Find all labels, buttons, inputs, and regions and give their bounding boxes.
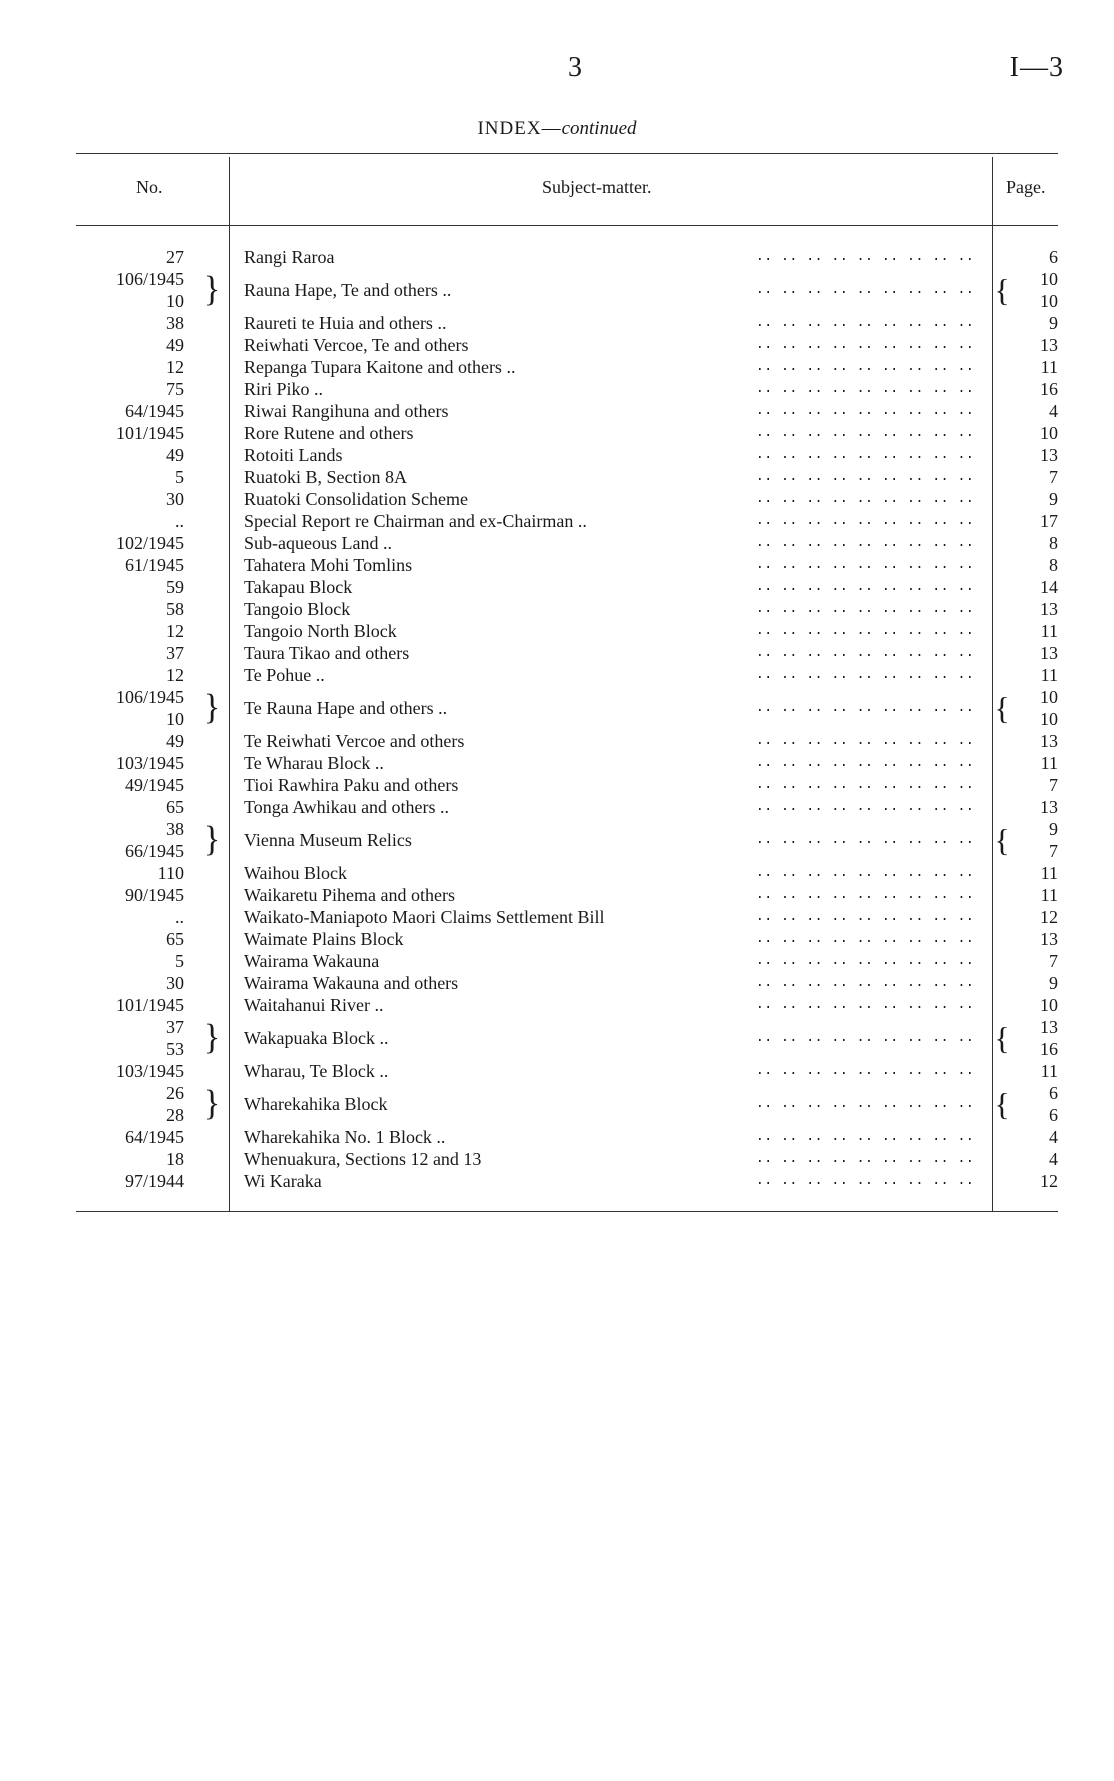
page-number-value: 13 — [1040, 335, 1058, 355]
page-number-value: 7 — [1049, 467, 1058, 487]
row-number: 38 — [166, 819, 184, 839]
dot-leader: .. .. .. .. .. .. .. .. .. — [755, 249, 974, 265]
column-header-no: No. — [136, 177, 163, 197]
row-number-cell — [76, 620, 184, 642]
page-cell — [1008, 664, 1058, 686]
page-number-value: 11 — [1040, 357, 1058, 377]
row-number: 28 — [166, 1105, 184, 1125]
dot-leader: .. .. .. .. .. .. .. .. .. — [755, 557, 974, 573]
index-table — [76, 153, 1058, 1212]
page-number-value: 8 — [1049, 533, 1058, 553]
page-cell — [1008, 818, 1058, 862]
table-row — [76, 1016, 1058, 1060]
dot-leader: .. .. .. .. .. .. .. .. .. — [755, 535, 974, 551]
page-cell — [1008, 884, 1058, 906]
row-number: 12 — [166, 357, 184, 377]
page-number-value: 6 — [1049, 1105, 1058, 1125]
page-cell — [1008, 686, 1058, 730]
page-number-value: 10 — [1040, 291, 1058, 311]
row-number: 12 — [166, 621, 184, 641]
dot-leader: .. .. .. .. .. .. .. .. .. — [755, 777, 974, 793]
page-number-value: 7 — [1049, 841, 1058, 861]
dot-leader: .. .. .. .. .. .. .. .. .. — [755, 381, 974, 397]
page-number-value: 10 — [1040, 423, 1058, 443]
row-number-cell — [76, 796, 184, 818]
row-number: 58 — [166, 599, 184, 619]
page-cell — [1008, 510, 1058, 532]
left-brace-icon: { — [994, 272, 1010, 308]
page-number-value: 4 — [1049, 401, 1058, 421]
page-cell — [1008, 356, 1058, 378]
subject-matter: Riri Piko .. — [244, 379, 329, 399]
row-number-cell — [76, 1082, 184, 1126]
index-title-continued: continued — [561, 118, 637, 139]
row-number-cell — [76, 862, 184, 884]
subject-matter: Tioi Rawhira Paku and others — [244, 775, 464, 795]
subject-matter: Tangoio North Block — [244, 621, 403, 641]
page-number-value: 10 — [1040, 709, 1058, 729]
row-number-cell — [76, 752, 184, 774]
row-number: 101/1945 — [115, 423, 184, 443]
subject-matter: Wi Karaka — [244, 1171, 328, 1191]
page-cell — [1008, 1060, 1058, 1082]
dot-leader: .. .. .. .. .. .. .. .. .. — [755, 579, 974, 595]
row-number-cell — [76, 994, 184, 1016]
row-number-cell — [76, 422, 184, 444]
row-number: 90/1945 — [124, 885, 184, 905]
page-cell — [1008, 1082, 1058, 1126]
subject-matter: Riwai Rangihuna and others — [244, 401, 454, 421]
page-cell — [1008, 862, 1058, 884]
page-number-value: 13 — [1040, 643, 1058, 663]
table-row — [76, 642, 1058, 664]
row-number: 37 — [166, 643, 184, 663]
row-number: 5 — [175, 467, 184, 487]
row-number: 37 — [166, 1017, 184, 1037]
table-row — [76, 334, 1058, 356]
page-number-value: 11 — [1040, 885, 1058, 905]
row-number: 10 — [166, 291, 184, 311]
table-row — [76, 818, 1058, 862]
page-number-value: 10 — [1040, 269, 1058, 289]
page-cell — [1008, 928, 1058, 950]
row-number-cell — [76, 268, 184, 312]
page-number-value: 11 — [1040, 863, 1058, 883]
table-top-rule — [76, 153, 1058, 154]
table-row — [76, 444, 1058, 466]
subject-matter: Taura Tikao and others — [244, 643, 415, 663]
row-number-cell — [76, 774, 184, 796]
page-number-value: 11 — [1040, 1061, 1058, 1081]
row-number-cell — [76, 598, 184, 620]
page-number-value: 10 — [1040, 687, 1058, 707]
row-number: 18 — [166, 1149, 184, 1169]
page-cell — [1008, 246, 1058, 268]
table-bottom-rule — [76, 1211, 1058, 1212]
table-row — [76, 686, 1058, 730]
subject-matter: Ruatoki B, Section 8A — [244, 467, 413, 487]
page-cell — [1008, 488, 1058, 510]
row-number: 103/1945 — [115, 753, 184, 773]
subject-matter: Te Reiwhati Vercoe and others — [244, 731, 470, 751]
dot-leader: .. .. .. .. .. .. .. .. .. — [755, 403, 974, 419]
table-row — [76, 378, 1058, 400]
dot-leader: .. .. .. .. .. .. .. .. .. — [755, 733, 974, 749]
row-number: .. — [175, 907, 184, 927]
subject-matter: Waihou Block — [244, 863, 353, 883]
dot-leader: .. .. .. .. .. .. .. .. .. — [755, 645, 974, 661]
table-row — [76, 1126, 1058, 1148]
table-row — [76, 664, 1058, 686]
table-row — [76, 950, 1058, 972]
table-row — [76, 268, 1058, 312]
page-number: 3 — [568, 52, 582, 83]
page-cell — [1008, 554, 1058, 576]
dot-leader: .. .. .. .. .. .. .. .. .. — [755, 1096, 974, 1112]
page-cell — [1008, 730, 1058, 752]
row-number-cell — [76, 356, 184, 378]
subject-matter: Tahatera Mohi Tomlins — [244, 555, 418, 575]
row-number-cell — [76, 818, 184, 862]
row-number: 10 — [166, 709, 184, 729]
table-row — [76, 752, 1058, 774]
dot-leader: .. .. .. .. .. .. .. .. .. — [755, 975, 974, 991]
page-cell — [1008, 752, 1058, 774]
page-number-value: 13 — [1040, 731, 1058, 751]
row-number-cell — [76, 334, 184, 356]
table-row — [76, 884, 1058, 906]
dot-leader: .. .. .. .. .. .. .. .. .. — [755, 282, 974, 298]
subject-matter: Rotoiti Lands — [244, 445, 349, 465]
dot-leader: .. .. .. .. .. .. .. .. .. — [755, 315, 974, 331]
subject-matter: Te Wharau Block .. — [244, 753, 390, 773]
row-number-cell — [76, 1126, 184, 1148]
dot-leader: .. .. .. .. .. .. .. .. .. — [755, 469, 974, 485]
row-number-cell — [76, 730, 184, 752]
row-number-cell — [76, 1170, 184, 1192]
dot-leader: .. .. .. .. .. .. .. .. .. — [755, 601, 974, 617]
row-number: 49 — [166, 445, 184, 465]
table-body — [76, 246, 1058, 1192]
page-number-value: 9 — [1049, 313, 1058, 333]
row-number-cell — [76, 664, 184, 686]
table-row — [76, 400, 1058, 422]
table-row — [76, 532, 1058, 554]
table-header-rule — [76, 225, 1058, 226]
row-number-cell — [76, 928, 184, 950]
row-number-cell — [76, 532, 184, 554]
row-number: 30 — [166, 489, 184, 509]
row-number: 53 — [166, 1039, 184, 1059]
row-number: 106/1945 — [115, 687, 184, 707]
dot-leader: .. .. .. .. .. .. .. .. .. — [755, 700, 974, 716]
table-row — [76, 1082, 1058, 1126]
right-brace-icon: } — [203, 1018, 221, 1057]
subject-matter: Wakapuaka Block .. — [244, 1028, 395, 1048]
dot-leader: .. .. .. .. .. .. .. .. .. — [755, 667, 974, 683]
row-number-cell — [76, 1016, 184, 1060]
dot-leader: .. .. .. .. .. .. .. .. .. — [755, 1129, 974, 1145]
index-title — [0, 118, 1114, 140]
dot-leader: .. .. .. .. .. .. .. .. .. — [755, 337, 974, 353]
column-header-page: Page. — [1006, 177, 1046, 197]
right-brace-icon: } — [203, 688, 221, 727]
dot-leader: .. .. .. .. .. .. .. .. .. — [755, 491, 974, 507]
row-number: 64/1945 — [124, 401, 184, 421]
page-number-value: 6 — [1049, 247, 1058, 267]
row-number: 75 — [166, 379, 184, 399]
table-row — [76, 994, 1058, 1016]
page-cell — [1008, 400, 1058, 422]
row-number: 38 — [166, 313, 184, 333]
subject-matter: Takapau Block — [244, 577, 358, 597]
page-number-value: 10 — [1040, 995, 1058, 1015]
page-cell — [1008, 334, 1058, 356]
table-row — [76, 312, 1058, 334]
subject-matter: Te Pohue .. — [244, 665, 331, 685]
page-cell — [1008, 378, 1058, 400]
subject-matter: Tonga Awhikau and others .. — [244, 797, 455, 817]
table-row — [76, 774, 1058, 796]
page-number-value: 16 — [1040, 1039, 1058, 1059]
subject-matter: Wairama Wakauna — [244, 951, 385, 971]
subject-matter: Vienna Museum Relics — [244, 830, 418, 850]
dot-leader: .. .. .. .. .. .. .. .. .. — [755, 1063, 974, 1079]
subject-matter: Tangoio Block — [244, 599, 356, 619]
subject-matter: Repanga Tupara Kaitone and others .. — [244, 357, 521, 377]
dot-leader: .. .. .. .. .. .. .. .. .. — [755, 1173, 974, 1189]
page-cell — [1008, 620, 1058, 642]
index-title-main: INDEX— — [477, 118, 562, 139]
page-cell — [1008, 1126, 1058, 1148]
page-number-value: 13 — [1040, 599, 1058, 619]
row-number-cell — [76, 1060, 184, 1082]
dot-leader: .. .. .. .. .. .. .. .. .. — [755, 755, 974, 771]
table-row — [76, 1148, 1058, 1170]
row-number: 30 — [166, 973, 184, 993]
row-number-cell — [76, 246, 184, 268]
row-number: 61/1945 — [124, 555, 184, 575]
table-row — [76, 598, 1058, 620]
row-number-cell — [76, 576, 184, 598]
dot-leader: .. .. .. .. .. .. .. .. .. — [755, 359, 974, 375]
subject-matter: Rangi Raroa — [244, 247, 340, 267]
dot-leader: .. .. .. .. .. .. .. .. .. — [755, 1030, 974, 1046]
row-number-cell — [76, 884, 184, 906]
right-brace-icon: } — [203, 270, 221, 309]
table-row — [76, 1170, 1058, 1192]
dot-leader: .. .. .. .. .. .. .. .. .. — [755, 997, 974, 1013]
row-number-cell — [76, 510, 184, 532]
subject-matter: Waitahanui River .. — [244, 995, 390, 1015]
page-cell — [1008, 774, 1058, 796]
subject-matter: Te Rauna Hape and others .. — [244, 698, 453, 718]
table-row — [76, 730, 1058, 752]
page-cell — [1008, 1170, 1058, 1192]
page-number-value: 16 — [1040, 379, 1058, 399]
page-cell — [1008, 422, 1058, 444]
page-number-value: 9 — [1049, 973, 1058, 993]
page-number-value: 11 — [1040, 621, 1058, 641]
page-number-value: 12 — [1040, 1171, 1058, 1191]
row-number: 66/1945 — [124, 841, 184, 861]
row-number-cell — [76, 906, 184, 928]
dot-leader: .. .. .. .. .. .. .. .. .. — [755, 447, 974, 463]
table-row — [76, 1060, 1058, 1082]
right-brace-icon: } — [203, 1084, 221, 1123]
page-number-value: 14 — [1040, 577, 1058, 597]
row-number: 65 — [166, 797, 184, 817]
table-row — [76, 466, 1058, 488]
row-number: 59 — [166, 577, 184, 597]
subject-matter: Raureti te Huia and others .. — [244, 313, 452, 333]
subject-matter: Wharau, Te Block .. — [244, 1061, 394, 1081]
dot-leader: .. .. .. .. .. .. .. .. .. — [755, 832, 974, 848]
page-cell — [1008, 444, 1058, 466]
table-row — [76, 972, 1058, 994]
row-number: 49/1945 — [124, 775, 184, 795]
dot-leader: .. .. .. .. .. .. .. .. .. — [755, 887, 974, 903]
left-brace-icon: { — [994, 822, 1010, 858]
row-number: 101/1945 — [115, 995, 184, 1015]
dot-leader: .. .. .. .. .. .. .. .. .. — [755, 425, 974, 441]
page-cell — [1008, 994, 1058, 1016]
subject-matter: Special Report re Chairman and ex-Chairman .. — [244, 511, 593, 531]
subject-matter: Waikato-Maniapoto Maori Claims Settlement Bill — [244, 907, 611, 927]
dot-leader: .. .. .. .. .. .. .. .. .. — [755, 1151, 974, 1167]
page-cell — [1008, 950, 1058, 972]
table-row — [76, 356, 1058, 378]
right-brace-icon: } — [203, 820, 221, 859]
page-number-value: 4 — [1049, 1127, 1058, 1147]
page-number-value: 11 — [1040, 753, 1058, 773]
row-number: 64/1945 — [124, 1127, 184, 1147]
row-number: 5 — [175, 951, 184, 971]
left-brace-icon: { — [994, 1020, 1010, 1056]
table-row — [76, 906, 1058, 928]
page-cell — [1008, 1016, 1058, 1060]
dot-leader: .. .. .. .. .. .. .. .. .. — [755, 513, 974, 529]
dot-leader: .. .. .. .. .. .. .. .. .. — [755, 623, 974, 639]
page-number-value: 9 — [1049, 819, 1058, 839]
page-cell — [1008, 906, 1058, 928]
page-number-value: 13 — [1040, 929, 1058, 949]
dot-leader: .. .. .. .. .. .. .. .. .. — [755, 909, 974, 925]
page-number-value: 13 — [1040, 445, 1058, 465]
row-number: 49 — [166, 731, 184, 751]
page-number-value: 9 — [1049, 489, 1058, 509]
page-cell — [1008, 642, 1058, 664]
table-row — [76, 576, 1058, 598]
row-number-cell — [76, 400, 184, 422]
subject-matter: Wharekahika Block — [244, 1094, 393, 1114]
row-number: 97/1944 — [124, 1171, 184, 1191]
subject-matter: Wairama Wakauna and others — [244, 973, 464, 993]
table-row — [76, 928, 1058, 950]
subject-matter: Rore Rutene and others — [244, 423, 419, 443]
page-cell — [1008, 312, 1058, 334]
column-header-subject: Subject-matter. — [542, 177, 652, 197]
table-row — [76, 422, 1058, 444]
row-number-cell — [76, 488, 184, 510]
table-row — [76, 620, 1058, 642]
dot-leader: .. .. .. .. .. .. .. .. .. — [755, 799, 974, 815]
row-number: 26 — [166, 1083, 184, 1103]
row-number: 110 — [157, 863, 184, 883]
row-number: 12 — [166, 665, 184, 685]
subject-matter: Whenuakura, Sections 12 and 13 — [244, 1149, 487, 1169]
left-brace-icon: { — [994, 690, 1010, 726]
page-cell — [1008, 532, 1058, 554]
row-number-cell — [76, 378, 184, 400]
row-number-cell — [76, 554, 184, 576]
dot-leader: .. .. .. .. .. .. .. .. .. — [755, 953, 974, 969]
row-number: 103/1945 — [115, 1061, 184, 1081]
row-number: 27 — [166, 247, 184, 267]
row-number: 106/1945 — [115, 269, 184, 289]
subject-matter: Reiwhati Vercoe, Te and others — [244, 335, 475, 355]
dot-leader: .. .. .. .. .. .. .. .. .. — [755, 865, 974, 881]
row-number-cell — [76, 466, 184, 488]
subject-matter: Wharekahika No. 1 Block .. — [244, 1127, 451, 1147]
dot-leader: .. .. .. .. .. .. .. .. .. — [755, 931, 974, 947]
page-number-value: 7 — [1049, 951, 1058, 971]
row-number-cell — [76, 950, 184, 972]
row-number: 49 — [166, 335, 184, 355]
page-cell — [1008, 796, 1058, 818]
page-cell — [1008, 972, 1058, 994]
page-number-value: 4 — [1049, 1149, 1058, 1169]
document-reference: I—3 — [1009, 52, 1064, 83]
page-number-value: 6 — [1049, 1083, 1058, 1103]
table-row — [76, 246, 1058, 268]
subject-matter: Waikaretu Pihema and others — [244, 885, 461, 905]
row-number-cell — [76, 642, 184, 664]
table-row — [76, 510, 1058, 532]
page-number-value: 13 — [1040, 1017, 1058, 1037]
page-cell — [1008, 1148, 1058, 1170]
subject-matter: Rauna Hape, Te and others .. — [244, 280, 457, 300]
row-number-cell — [76, 972, 184, 994]
page-number-value: 12 — [1040, 907, 1058, 927]
page-number-value: 13 — [1040, 797, 1058, 817]
table-row — [76, 796, 1058, 818]
row-number-cell — [76, 312, 184, 334]
page-number-value: 11 — [1040, 665, 1058, 685]
table-row — [76, 554, 1058, 576]
left-brace-icon: { — [994, 1086, 1010, 1122]
page-number-value: 17 — [1040, 511, 1058, 531]
row-number: .. — [175, 511, 184, 531]
row-number-cell — [76, 686, 184, 730]
page-number-value: 8 — [1049, 555, 1058, 575]
table-row — [76, 862, 1058, 884]
page-cell — [1008, 466, 1058, 488]
row-number: 102/1945 — [115, 533, 184, 553]
page-number-value: 7 — [1049, 775, 1058, 795]
table-row — [76, 488, 1058, 510]
row-number: 65 — [166, 929, 184, 949]
subject-matter: Ruatoki Consolidation Scheme — [244, 489, 474, 509]
page-cell — [1008, 598, 1058, 620]
row-number-cell — [76, 1148, 184, 1170]
page-cell — [1008, 576, 1058, 598]
subject-matter: Waimate Plains Block — [244, 929, 410, 949]
subject-matter: Sub-aqueous Land .. — [244, 533, 398, 553]
page-cell — [1008, 268, 1058, 312]
row-number-cell — [76, 444, 184, 466]
